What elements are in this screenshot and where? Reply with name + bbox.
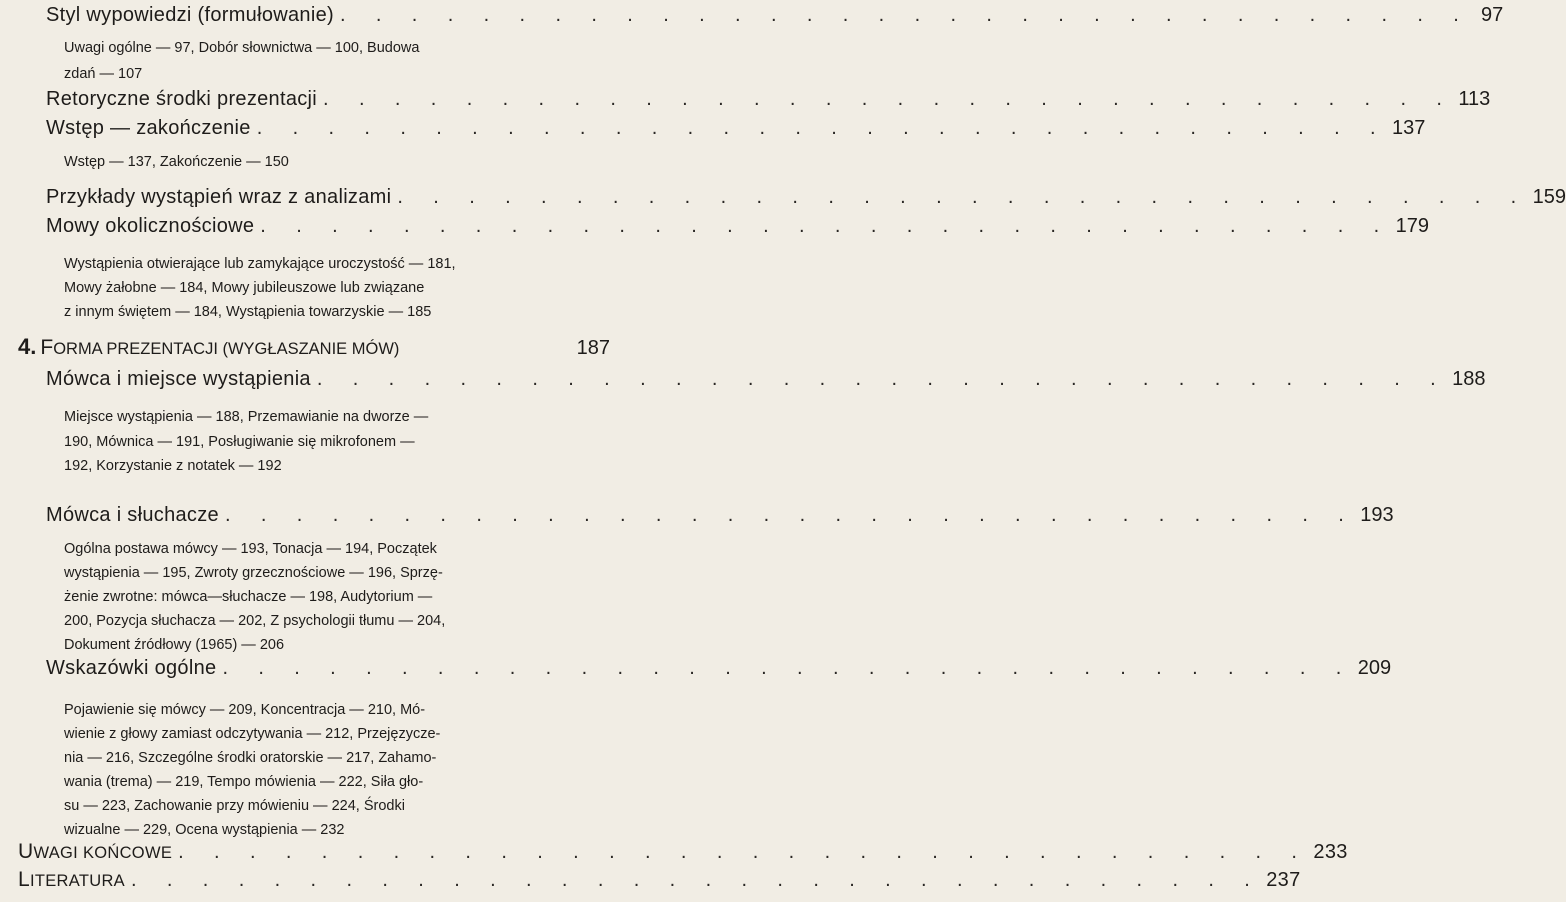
toc-entry-wskazowki[interactable] <box>46 657 1392 680</box>
toc-entry-title: Mówca i słuchacze <box>46 504 219 526</box>
toc-subentry-line: wania (trema) — 219, Tempo mówienia — 222, Siła gło- <box>64 774 424 790</box>
leader-dots: . . . . . . . . . . . . . . . . . . . . . . . . . . . . . . . . <box>339 4 1472 26</box>
entry-initial: U <box>18 840 34 863</box>
toc-subentry-line: Ogólna postawa mówcy — 193, Tonacja — 194, Początek <box>64 541 437 557</box>
leader-dots: . . . . . . . . . . . . . . . . . . . . . . . . . . . . . . . . <box>224 504 1357 526</box>
leader-dots: . . . . . . . . . . . . . . . . . . . . . . . . . . . . . . . . <box>260 215 1392 237</box>
toc-subentry-line: nia — 216, Szczególne środki oratorskie — 217, Zahamo- <box>64 750 437 766</box>
toc-entry-uwagi-koncowe[interactable] <box>18 840 1348 864</box>
page-number: 237 <box>1266 869 1301 891</box>
toc-subentry-line: Wstęp — 137, Zakończenie — 150 <box>64 154 289 170</box>
toc-subentry-line: 190, Mównica — 191, Posługiwanie się mikrofonem — <box>64 434 415 450</box>
toc-subentry-line: Mowy żałobne — 184, Mowy jubileuszowe lub związane <box>64 280 425 296</box>
page-number: 193 <box>1360 504 1394 526</box>
page-number: 187 <box>576 337 610 359</box>
entry-initial: L <box>18 868 30 891</box>
toc-subentry-line: Miejsce wystąpienia — 188, Przemawianie na dworze — <box>64 409 429 425</box>
page-number: 97 <box>1481 4 1504 26</box>
toc-entry-title: Wskazówki ogólne <box>46 657 217 679</box>
leader-dots: . . . . . . . . . . . . . . . . . . . . . . . . . . . . . . . . <box>130 869 1263 891</box>
toc-entry-title: Mówca i miejsce wystąpienia <box>46 368 311 390</box>
toc-subentry-line: zdań — 107 <box>64 66 143 82</box>
toc-entry-title: Styl wypowiedzi (formułowanie) <box>46 4 334 26</box>
toc-subentry-line: wystąpienia — 195, Zwroty grzecznościowe — 196, Sprzę- <box>64 565 443 581</box>
toc-entry-title: WAGI KOŃCOWE <box>33 844 173 862</box>
leader-dots: . . . . . . . . . . . . . . . . . . . . . . . . . . . . . . . . <box>178 841 1310 863</box>
chapter-title-initial: F <box>40 336 54 359</box>
page-number: 209 <box>1357 657 1392 679</box>
toc-subentry-line: wizualne — 229, Ocena wystąpienia — 232 <box>64 822 345 838</box>
toc-entry-mowca-miejsce[interactable] <box>46 368 1486 391</box>
toc-entry-wstep[interactable] <box>46 117 1426 140</box>
toc-subentry-line: Dokument źródłowy (1965) — 206 <box>64 637 285 653</box>
leader-dots: . . . . . . . . . . . . . . . . . . . . . . . . . . . . . . . . <box>397 186 1529 208</box>
leader-dots: . . . . . . . . . . . . . . . . . . . . . . . . . . . . . . . . <box>256 117 1388 139</box>
toc-entry-title: Retoryczne środki prezentacji <box>46 88 318 110</box>
toc-entry-retoryczne[interactable] <box>46 88 1491 111</box>
toc-entry-title: Przykłady wystąpień wraz z analizami <box>46 186 392 208</box>
toc-subentry-line: wienie z głowy zamiast odczytywania — 212, Przejęzycze- <box>64 726 441 742</box>
toc-subentry-line: Wystąpienia otwierające lub zamykające uroczystość — 181, <box>64 256 456 272</box>
toc-subentry-line: Pojawienie się mówcy — 209, Koncentracja — 210, Mó- <box>64 702 426 718</box>
page-number: 113 <box>1458 88 1491 110</box>
chapter-number: 4. <box>18 334 37 359</box>
toc-subentry-line: żenie zwrotne: mówca—słuchacze — 198, Audytorium — <box>64 589 433 605</box>
page-number: 188 <box>1452 368 1486 390</box>
page-number: 179 <box>1395 215 1429 237</box>
toc-entry-mowca-sluchacze[interactable] <box>46 504 1394 527</box>
chapter-title: ORMA PREZENTACJI (WYGŁASZANIE MÓW) <box>53 340 400 358</box>
toc-subentry-line: 200, Pozycja słuchacza — 202, Z psychologii tłumu — 204, <box>64 613 446 629</box>
page-number: 159 <box>1532 186 1566 208</box>
leader-dots: . . . . . . . . . . . . . . . . . . . . . . . . . . . . . . . . <box>222 657 1354 679</box>
toc-entry-title: Wstęp — zakończenie <box>46 117 251 139</box>
toc-subentry-line: z innym świętem — 184, Wystąpienia towarzyskie — 185 <box>64 304 432 320</box>
leader-dots: . . . . . . . . . . . . . . . . . . . . . . . . . . . . . . . . <box>316 368 1449 390</box>
page-number: 137 <box>1391 117 1426 139</box>
toc-subentry-line: 192, Korzystanie z notatek — 192 <box>64 458 282 474</box>
toc-subentry-line: su — 223, Zachowanie przy mówieniu — 224, Środki <box>64 798 405 814</box>
toc-entry-mowy[interactable] <box>46 215 1429 238</box>
toc-subentry-line: Uwagi ogólne — 97, Dobór słownictwa — 100, Budowa <box>64 40 420 56</box>
toc-chapter-4[interactable] <box>18 334 610 360</box>
page-number: 233 <box>1313 841 1348 863</box>
toc-entry-styl[interactable] <box>46 4 1504 27</box>
toc-entry-przyklady[interactable] <box>46 186 1566 209</box>
toc-entry-title: ITERATURA <box>29 872 125 890</box>
toc-entry-title: Mowy okolicznościowe <box>46 215 255 237</box>
toc-entry-literatura[interactable] <box>18 868 1301 892</box>
leader-dots: . . . . . . . . . . . . . . . . . . . . . . . . . . . . . . . . <box>323 88 1455 110</box>
